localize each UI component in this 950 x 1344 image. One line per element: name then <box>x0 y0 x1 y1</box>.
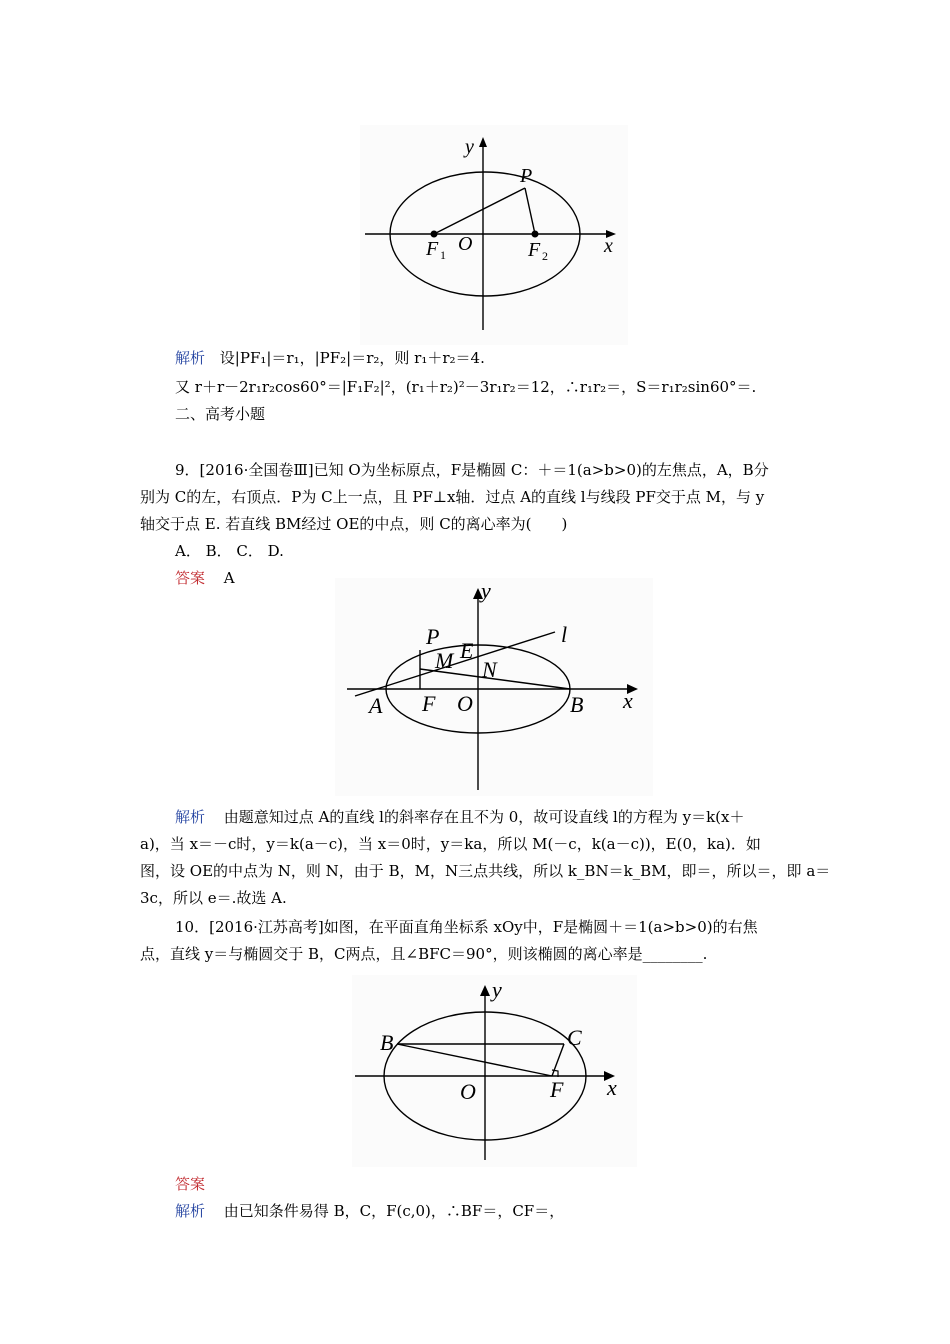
solution-line-1 <box>175 348 485 368</box>
y-axis-label: y <box>465 136 474 158</box>
analysis-text: 由已知条件易得 B，C，F(c,0)，∴BF＝，CF＝， <box>223 1202 565 1220</box>
question-9-line-3: 轴交于点 E. 若直线 BM经过 OE的中点，则 C的离心率为( ) <box>140 515 568 533</box>
origin-label: O <box>458 233 473 255</box>
solution-9-line-2: a)，当 x＝－c时，y＝k(a－c)，当 x＝0时，y＝ka，所以 M(－c，k(a－c))，E(0，ka)．如 <box>140 835 761 853</box>
y-axis-label: y <box>481 578 491 603</box>
focus-f2-label: F <box>528 239 541 261</box>
question-9-options: A． B． C． D. <box>175 542 284 560</box>
section-heading: 二、高考小题 <box>175 405 266 423</box>
answer-value: A <box>223 569 235 587</box>
origin-label: O <box>457 691 473 716</box>
solution-9-line-3: 图，设 OE的中点为 N，则 N，由于 B，M，N三点共线，所以 k_BN＝k_BM，即＝，所以＝，即 a＝ <box>140 862 831 880</box>
analysis-tag: 解析 <box>175 349 206 367</box>
answer-tag: 答案 <box>175 1175 206 1193</box>
focus-f1-label: F <box>426 238 439 260</box>
analysis-tag: 解析 <box>175 1202 206 1220</box>
focus-f1-subscript: 1 <box>440 248 446 262</box>
focus-f-label: F <box>550 1077 564 1102</box>
ellipse-diagram-3 <box>352 975 637 1167</box>
x-axis-label: x <box>604 235 613 257</box>
origin-label: O <box>460 1079 476 1104</box>
y-axis-label: y <box>492 977 502 1002</box>
x-axis-label: x <box>623 688 633 713</box>
focus-f-label: F <box>422 691 436 716</box>
solution-10-line-1 <box>175 1201 564 1221</box>
line-l-label: l <box>561 622 568 647</box>
point-b-label: B <box>570 692 584 717</box>
point-n-label: N <box>482 657 497 682</box>
analysis-text: 由题意知过点 A的直线 l的斜率存在且不为 0，故可设直线 l的方程为 y＝k(x＋ <box>223 808 745 826</box>
figure-ellipse-foci <box>360 125 628 345</box>
figure-ellipse-right-angle <box>352 975 637 1167</box>
solution-line-2: 又 r＋r－2r₁r₂cos60°＝|F₁F₂|²，(r₁＋r₂)²－3r₁r₂＝12，∴r₁r₂＝，S＝r₁r₂sin60°＝. <box>175 378 757 396</box>
point-p-label: P <box>426 624 440 649</box>
question-9-line-1: 9．[2016·全国卷Ⅲ]已知 O为坐标原点，F是椭圆 C：＋＝1(a>b>0)的左焦点，A，B分 <box>175 461 769 479</box>
point-b-label: B <box>380 1030 394 1055</box>
analysis-text: 设|PF₁|＝r₁，|PF₂|＝r₂，则 r₁＋r₂＝4. <box>219 349 485 367</box>
analysis-tag: 解析 <box>175 808 206 826</box>
point-a-label: A <box>369 693 383 718</box>
solution-9-line-4: 3c，所以 e＝.故选 A. <box>140 889 287 907</box>
question-10-line-1: 10．[2016·江苏高考]如图，在平面直角坐标系 xOy中，F是椭圆＋＝1(a>b>0)的右焦 <box>175 918 758 936</box>
point-c-label: C <box>567 1025 582 1050</box>
question-10-line-2: 点，直线 y＝与椭圆交于 B，C两点，且∠BFC＝90°，则该椭圆的离心率是________. <box>140 945 708 963</box>
ellipse-diagram-1 <box>360 125 628 345</box>
ellipse-diagram-2 <box>335 578 653 796</box>
answer-line-10 <box>175 1174 205 1194</box>
figure-ellipse-line <box>335 578 653 796</box>
focus-f2-subscript: 2 <box>542 249 548 263</box>
point-p-label: P <box>520 165 533 187</box>
x-axis-label: x <box>607 1075 617 1100</box>
question-9-line-2: 别为 C的左，右顶点．P为 C上一点，且 PF⊥x轴．过点 A的直线 l与线段 PF交于点 M，与 y <box>140 488 765 506</box>
point-m-label: M <box>435 648 454 673</box>
point-e-label: E <box>460 638 474 663</box>
answer-line-9 <box>175 568 235 588</box>
answer-tag: 答案 <box>175 569 206 587</box>
solution-9-line-1 <box>175 807 745 827</box>
